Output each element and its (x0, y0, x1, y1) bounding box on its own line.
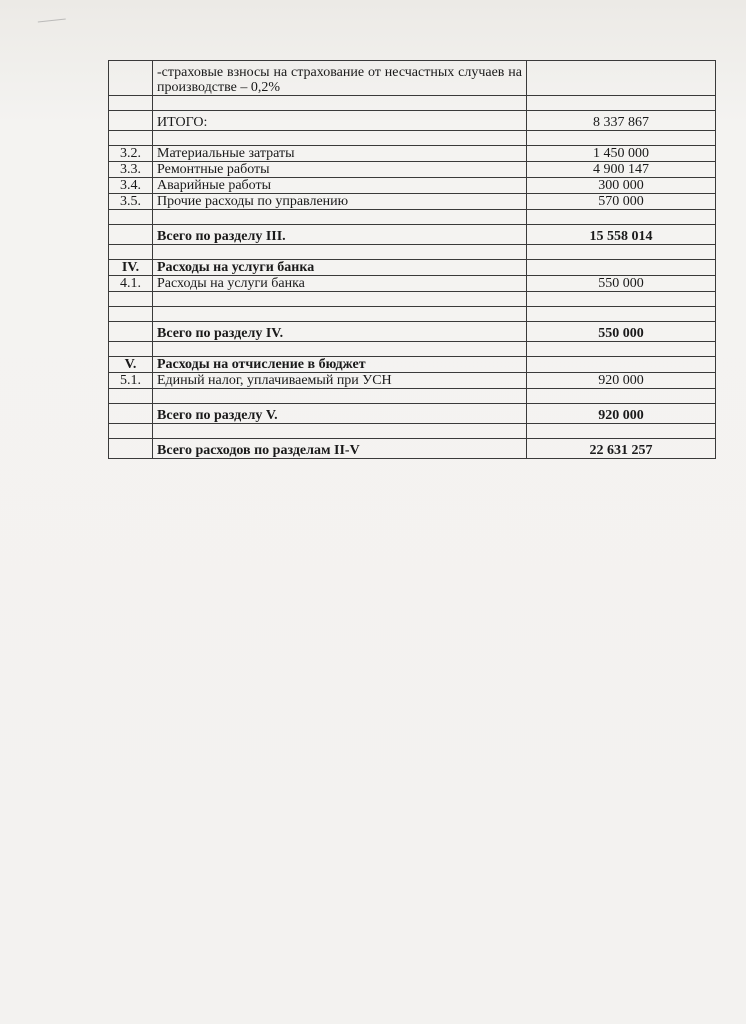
table-row (109, 373, 716, 389)
row-value: 550 000 (527, 276, 716, 292)
table-row (109, 245, 716, 260)
table-row (109, 146, 716, 162)
row-value (527, 307, 716, 322)
table-row (109, 178, 716, 194)
row-value (527, 389, 716, 404)
table-row (109, 210, 716, 225)
row-name (153, 424, 527, 439)
table-row (109, 322, 716, 342)
row-value (527, 424, 716, 439)
row-value (527, 260, 716, 276)
row-name: Расходы на услуги банка (153, 276, 527, 292)
row-name: Аварийные работы (153, 178, 527, 194)
table-row (109, 424, 716, 439)
row-name: -страховые взносы на страхование от несчастных случаев на производстве – 0,2% (153, 61, 527, 96)
row-name (153, 292, 527, 307)
row-value (527, 342, 716, 357)
row-name: Прочие расходы по управлению (153, 194, 527, 210)
row-number (109, 307, 153, 322)
row-number (109, 96, 153, 111)
row-number (109, 424, 153, 439)
row-value (527, 96, 716, 111)
row-number (109, 389, 153, 404)
table-row (109, 389, 716, 404)
table-row (109, 404, 716, 424)
row-number (109, 210, 153, 225)
row-number (109, 225, 153, 245)
row-name (153, 389, 527, 404)
table-row (109, 342, 716, 357)
table-row (109, 61, 716, 96)
row-name: Всего по разделу IV. (153, 322, 527, 342)
budget-table (108, 60, 716, 459)
row-number: V. (109, 357, 153, 373)
row-number: IV. (109, 260, 153, 276)
row-value: 1 450 000 (527, 146, 716, 162)
table-row (109, 260, 716, 276)
row-number: 5.1. (109, 373, 153, 389)
row-value: 300 000 (527, 178, 716, 194)
row-value (527, 210, 716, 225)
row-name: Всего расходов по разделам II-V (153, 439, 527, 459)
row-number (109, 245, 153, 260)
row-value (527, 245, 716, 260)
table-row (109, 194, 716, 210)
row-name: Расходы на услуги банка (153, 260, 527, 276)
row-value: 4 900 147 (527, 162, 716, 178)
table-row (109, 162, 716, 178)
row-name: ИТОГО: (153, 111, 527, 131)
row-name (153, 96, 527, 111)
row-name (153, 245, 527, 260)
row-name (153, 210, 527, 225)
row-number (109, 61, 153, 96)
row-value: 920 000 (527, 373, 716, 389)
row-number: 4.1. (109, 276, 153, 292)
row-number: 3.2. (109, 146, 153, 162)
table-row (109, 225, 716, 245)
row-name: Расходы на отчисление в бюджет (153, 357, 527, 373)
row-number: 3.3. (109, 162, 153, 178)
row-value: 570 000 (527, 194, 716, 210)
row-number (109, 131, 153, 146)
row-name: Единый налог, уплачиваемый при УСН (153, 373, 527, 389)
row-name (153, 131, 527, 146)
row-value (527, 131, 716, 146)
row-number: 3.5. (109, 194, 153, 210)
row-value: 15 558 014 (527, 225, 716, 245)
row-value: 920 000 (527, 404, 716, 424)
table-row (109, 357, 716, 373)
row-value: 22 631 257 (527, 439, 716, 459)
row-value (527, 357, 716, 373)
row-number (109, 404, 153, 424)
table-row (109, 276, 716, 292)
row-value (527, 61, 716, 96)
table-row (109, 307, 716, 322)
row-name (153, 342, 527, 357)
row-name: Ремонтные работы (153, 162, 527, 178)
row-value (527, 292, 716, 307)
row-number: 3.4. (109, 178, 153, 194)
table-row (109, 131, 716, 146)
row-name (153, 307, 527, 322)
row-number (109, 111, 153, 131)
row-number (109, 322, 153, 342)
row-number (109, 439, 153, 459)
budget-table-body (109, 61, 716, 459)
row-value: 8 337 867 (527, 111, 716, 131)
row-name: Всего по разделу V. (153, 404, 527, 424)
row-number (109, 342, 153, 357)
table-row (109, 439, 716, 459)
row-name: Материальные затраты (153, 146, 527, 162)
table-row (109, 111, 716, 131)
table-row (109, 292, 716, 307)
row-value: 550 000 (527, 322, 716, 342)
row-number (109, 292, 153, 307)
row-name: Всего по разделу III. (153, 225, 527, 245)
table-row (109, 96, 716, 111)
